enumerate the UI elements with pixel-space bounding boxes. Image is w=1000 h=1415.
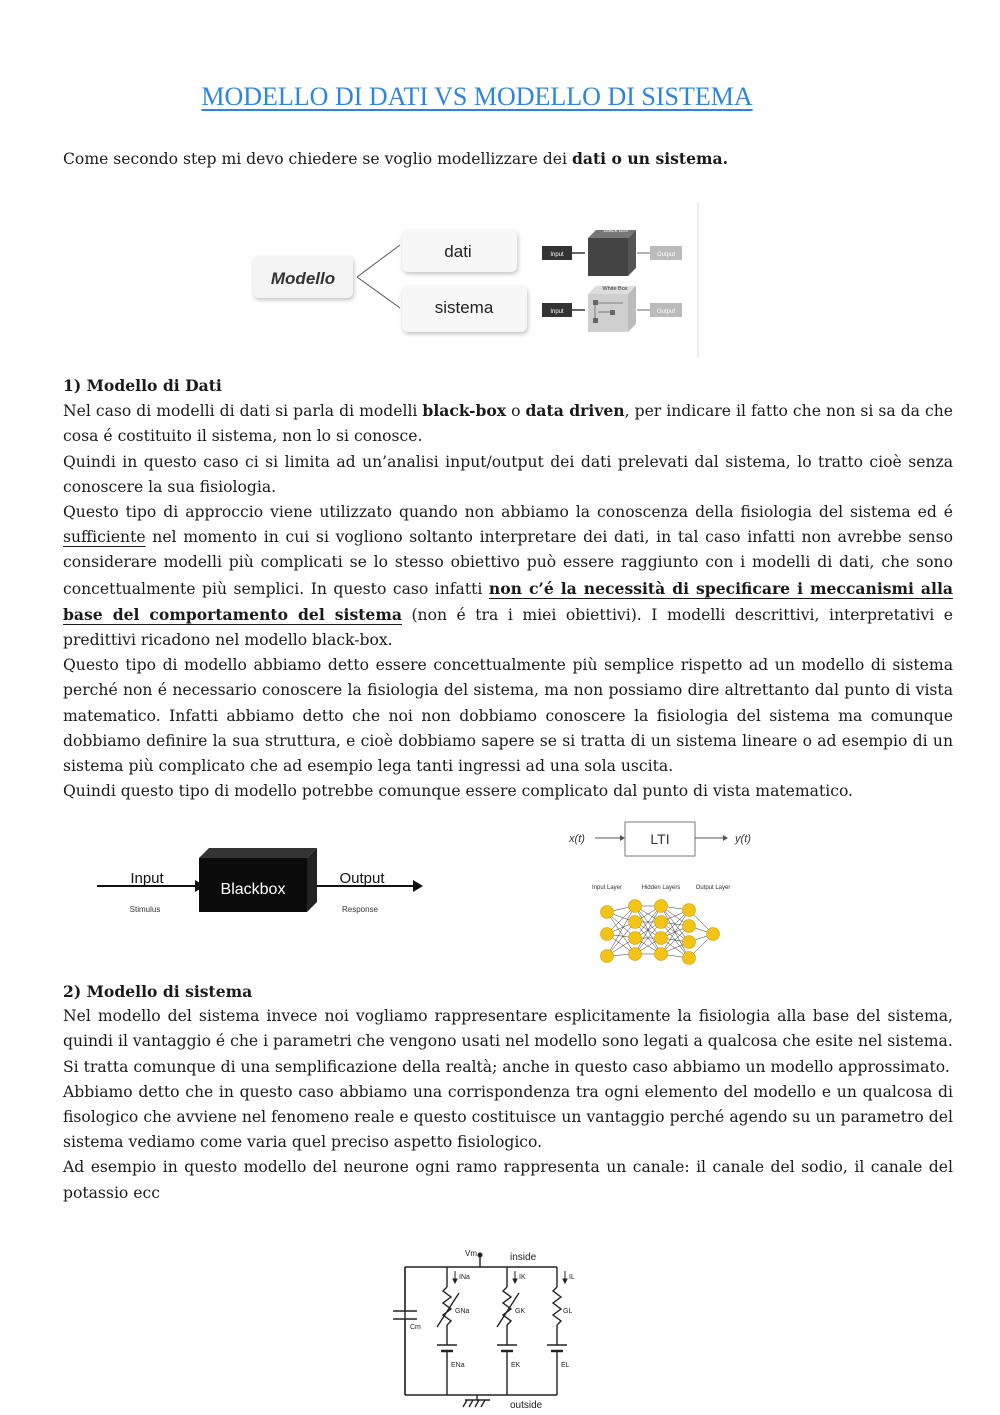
s1p1-d: data driven — [525, 401, 625, 421]
branch-data-label: dati — [444, 242, 472, 261]
section2-p2: Si tratta comunque di una semplificazione della realtà; anche in questo caso abbiamo un modello approssimato. — [63, 1057, 950, 1076]
s1p1-e: , per indicare il fatto che non si sa da che cosa é costituito il sistema, non lo si conosce. — [63, 402, 953, 446]
neural-network-figure — [585, 880, 745, 972]
s1p3-b: sufficiente — [63, 528, 146, 547]
section1-p1 — [63, 398, 953, 449]
s1p1-c: o — [506, 402, 526, 421]
nn-node — [655, 932, 668, 945]
intro-bold: dati o un sistema. — [571, 149, 729, 168]
section2-p1: Nel modello del sistema invece noi vogliamo rappresentare esplicitamente la fisiologia alla base del sistema, quindi il vantaggio é che i parametri che vengono usati nel modello sono legati a qualcosa che esite nel sistema. — [63, 1007, 953, 1051]
lti-x-label: x(t) — [569, 833, 585, 845]
s1p3-e: (non é tra i miei obiettivi). I modelli descrittivi, interpretativi e predittivi ricadono nel modello black-box. — [63, 605, 953, 650]
nn-edge — [661, 910, 689, 954]
section1-p4: Questo tipo di modello abbiamo detto essere concettualmente più semplice rispetto ad un modello di sistema perché non é necessario conoscere la fisiologia del sistema, ma non possiamo dire altrettanto dal punto di vista matematico. Infatti abbiamo detto che noi non dobbiamo conoscere la fisiologia del sistema ma comunque dobbiamo definire la sua struttura, e cioè dobbiamo sapere se si tratta di un sistema lineare o ad esempio di un sistema più complicato che ad esempio lega tanti ingressi ad una sola uscita. — [63, 656, 953, 776]
circuit-gna-label: GNa — [455, 1308, 470, 1315]
section1-p2: Quindi in questo caso ci si limita ad un’analisi input/output dei dati prelevati dal sistema, lo tratto cioè senza conoscere la sua fisiologia. — [63, 452, 953, 496]
branch-system-label: sistema — [434, 298, 494, 317]
black-box-label: Black Box — [603, 228, 629, 234]
blackbox-box-label: Blackbox — [220, 881, 286, 898]
blackbox-input-label: Input — [130, 870, 164, 887]
section2-p4: Ad esempio in questo modello del neurone ogni ramo rappresenta un canale: il canale del sodio, il canale del potassio ecc — [63, 1158, 953, 1202]
circuit-ina-label: INa — [459, 1274, 470, 1281]
nn-node — [655, 948, 668, 961]
s1p3-d: non c’é la necessità di specificare i meccanismi alla base del comportamento del sistema — [63, 578, 953, 624]
lti-figure — [565, 818, 765, 862]
nn-node — [683, 904, 696, 917]
nn-node — [707, 928, 720, 941]
nn-node — [629, 932, 642, 945]
white-box-cube — [588, 294, 628, 332]
wb-output-text: Output — [656, 309, 676, 315]
nn-node — [629, 900, 642, 913]
page-title: MODELLO DI DATI VS MODELLO DI SISTEMA — [201, 82, 753, 111]
circuit-ek-label: EK — [511, 1362, 521, 1369]
s1p1-b: black-box — [422, 401, 507, 421]
section1-p3 — [63, 500, 953, 653]
circuit-gk-label: GK — [515, 1308, 526, 1315]
section1-block — [63, 373, 953, 804]
model-root-label: Modello — [270, 269, 336, 288]
intro-paragraph — [63, 146, 953, 172]
circuit-el-label: EL — [561, 1362, 570, 1369]
lti-box-label: LTI — [650, 831, 670, 847]
blackbox-response-label: Response — [341, 905, 379, 914]
bb-input-text: Input — [550, 252, 564, 258]
intro-text: Come secondo step mi devo chiedere se voglio modellizzare dei — [63, 150, 572, 168]
section2-block — [63, 979, 953, 1206]
nn-node — [655, 916, 668, 929]
s1p3-a: Questo tipo di approccio viene utilizzato quando non abbiamo la conoscenza della fisiologia del sistema ed é — [63, 503, 953, 522]
neuron-circuit-figure — [385, 1247, 585, 1410]
nn-node — [683, 952, 696, 965]
section2-p3: Abbiamo detto che in questo caso abbiamo una corrispondenza tra ogni elemento del modello e un qualcosa di fisologico che avviene nel fenomeno reale e questo costituisce un vantaggio perché agendo su un parametro del sistema vediamo come varia quel preciso aspetto fisiologico. — [63, 1082, 953, 1152]
nn-output-layer-label: Output Layer — [695, 885, 731, 891]
bb-output-text: Output — [656, 252, 676, 258]
circuit-inside-label: inside — [510, 1252, 537, 1263]
section1-p5: Quindi questo tipo di modello potrebbe comunque essere complicato dal punto di vista matematico. — [63, 782, 854, 801]
nn-node — [601, 928, 614, 941]
section2-heading: 2) Modello di sistema — [63, 982, 253, 1001]
nn-node — [683, 920, 696, 933]
nn-node — [655, 900, 668, 913]
nn-hidden-layers-label: Hidden Layers — [641, 885, 681, 891]
circuit-gl-label: GL — [563, 1308, 573, 1315]
nn-node — [601, 950, 614, 963]
blackbox-figure — [95, 840, 425, 925]
circuit-vm-label: Vm — [465, 1249, 477, 1258]
blackbox-output-label: Output — [339, 870, 385, 887]
wb-input-text: Input — [550, 309, 564, 315]
nn-node — [629, 916, 642, 929]
nn-node — [629, 948, 642, 961]
nn-node — [683, 936, 696, 949]
section1-heading: 1) Modello di Dati — [63, 376, 222, 395]
black-box-cube — [588, 238, 628, 276]
circuit-outside-label: outside — [510, 1400, 543, 1410]
white-box-label: White Box — [602, 286, 628, 292]
nn-node — [601, 906, 614, 919]
s1p3-c: nel momento in cui si vogliono soltanto interpretare dei dati, in tal caso infatti non avrebbe senso considerare modelli più complicati se lo stesso obiettivo può essere raggiunto con i modelli di dati, che sono concettualmente più semplici. In questo caso infatti — [63, 528, 953, 598]
circuit-ik-label: IK — [519, 1274, 526, 1281]
blackbox-stimulus-label: Stimulus — [129, 905, 161, 914]
nn-input-layer-label: Input Layer — [591, 885, 623, 891]
circuit-cm-label: Cm — [410, 1324, 421, 1331]
circuit-il-label: IL — [569, 1274, 575, 1281]
lti-y-label: y(t) — [735, 833, 751, 845]
s1p1-a: Nel caso di modelli di dati si parla di modelli — [63, 402, 423, 421]
circuit-ena-label: ENa — [451, 1362, 465, 1369]
model-diagram — [245, 200, 705, 360]
